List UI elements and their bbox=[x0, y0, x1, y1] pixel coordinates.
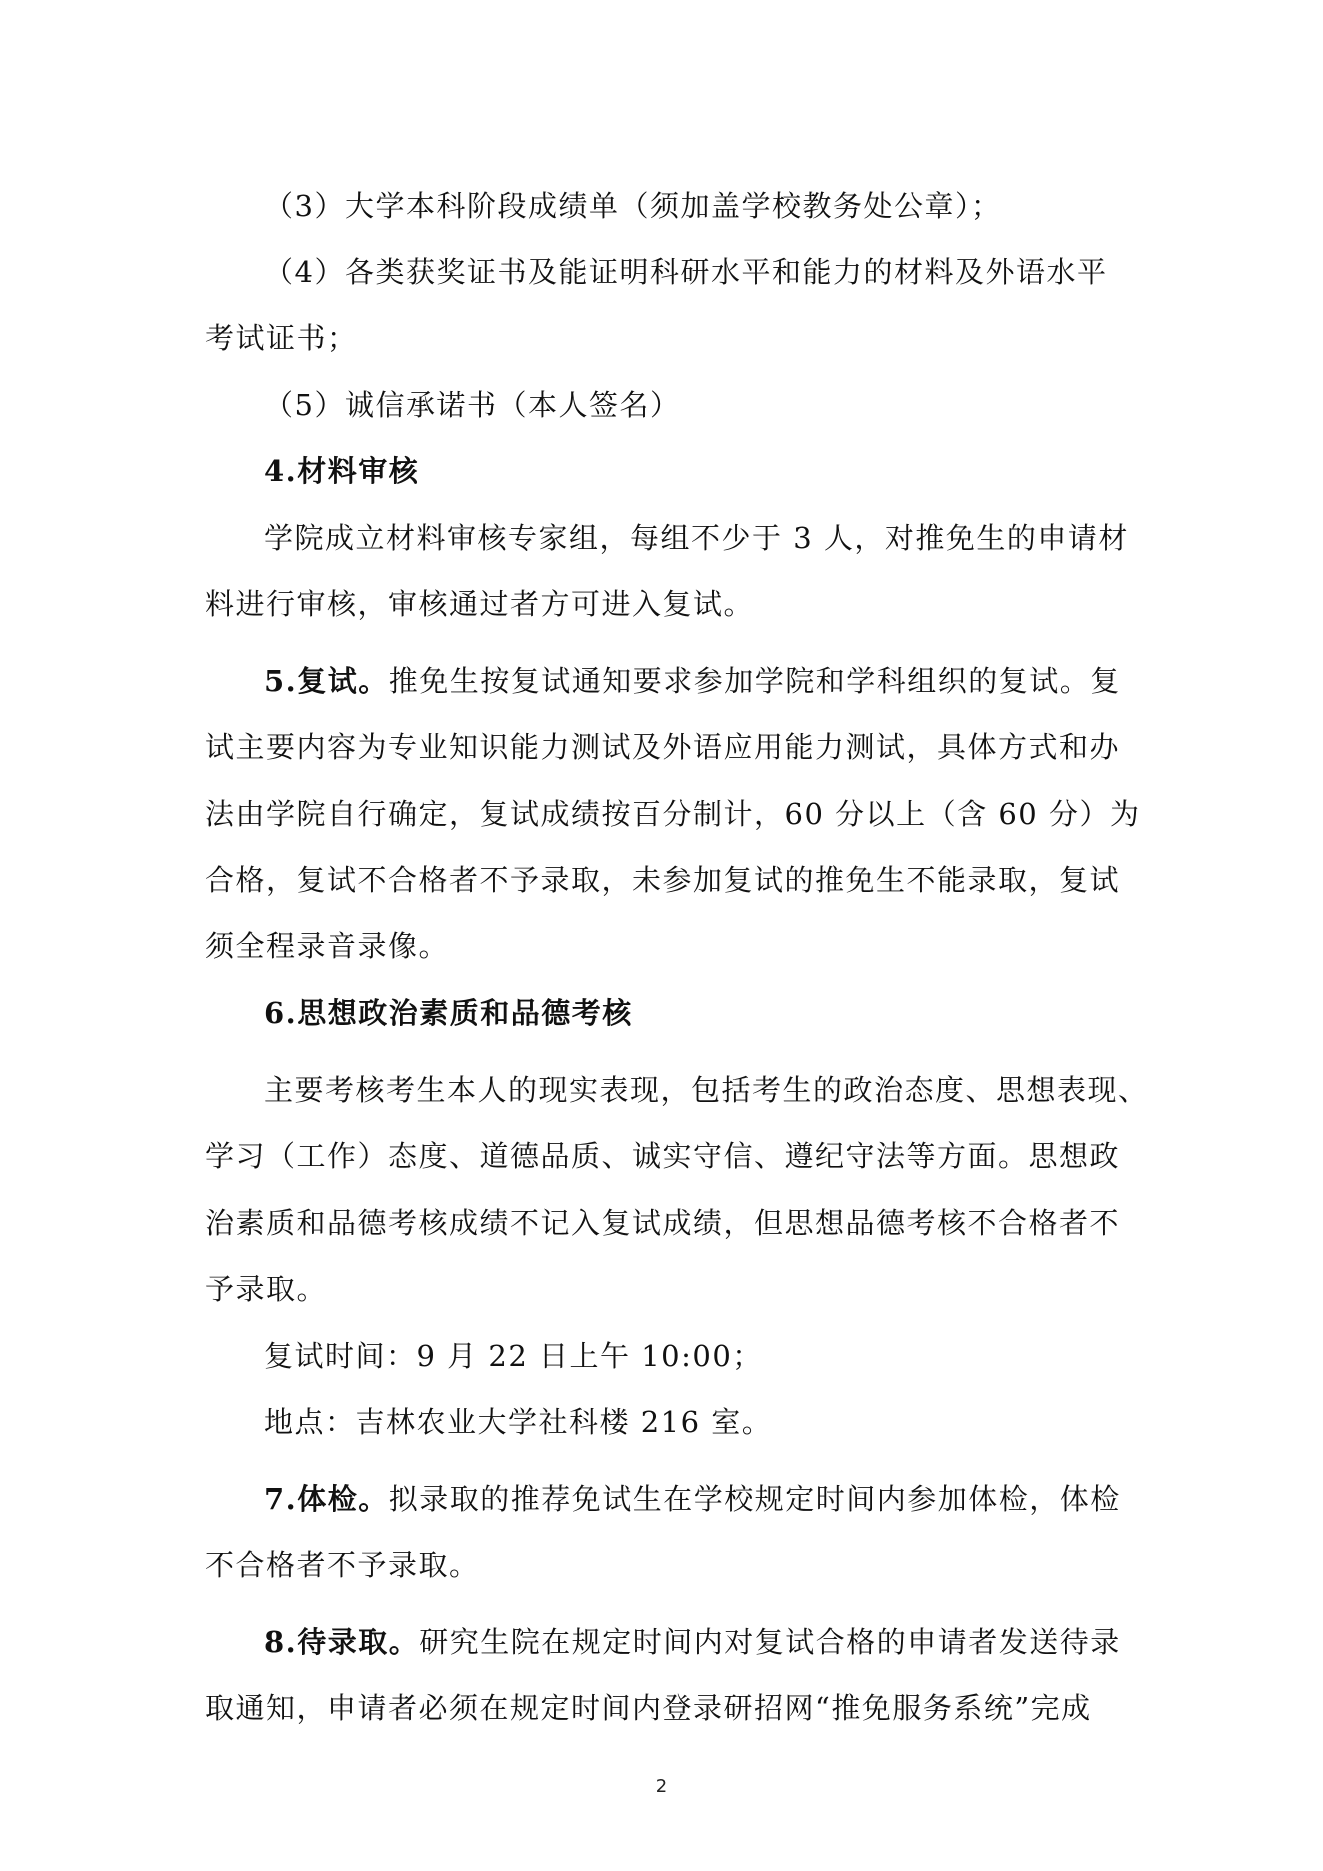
section-4-heading: 4.材料审核 bbox=[264, 454, 420, 488]
section-8-line1 bbox=[264, 1622, 1121, 1662]
section-7-line1 bbox=[264, 1479, 1121, 1519]
page-number: 2 bbox=[655, 1776, 668, 1797]
section-5-line4: 合格，复试不合格者不予录取，未参加复试的推免生不能录取，复试 bbox=[205, 863, 1121, 897]
section-8-line1-text: 研究生院在规定时间内对复试合格的申请者发送待录 bbox=[419, 1625, 1121, 1659]
section-6-heading: 6.思想政治素质和品德考核 bbox=[264, 996, 633, 1030]
section-6-paragraph-line4: 予录取。 bbox=[205, 1272, 328, 1306]
section-4-paragraph-line1: 学院成立材料审核专家组，每组不少于 3 人，对推免生的申请材 bbox=[264, 521, 1129, 555]
item-4-certificates-line1: （4）各类获奖证书及能证明科研水平和能力的材料及外语水平 bbox=[264, 255, 1108, 289]
section-7-line2: 不合格者不予录取。 bbox=[205, 1548, 480, 1582]
section-7-line1-text: 拟录取的推荐免试生在学校规定时间内参加体检，体检 bbox=[388, 1482, 1121, 1516]
section-4-paragraph-line2: 料进行审核，审核通过者方可进入复试。 bbox=[205, 587, 755, 621]
section-5-line5: 须全程录音录像。 bbox=[205, 929, 450, 963]
section-5-line1 bbox=[264, 661, 1121, 701]
section-8-label: 8.待录取。 bbox=[264, 1625, 420, 1659]
interview-time: 复试时间：9 月 22 日上午 10:00； bbox=[264, 1339, 763, 1373]
section-6-paragraph-line1: 主要考核考生本人的现实表现，包括考生的政治态度、思想表现、 bbox=[264, 1073, 1149, 1107]
section-5-line2: 试主要内容为专业知识能力测试及外语应用能力测试，具体方式和办 bbox=[205, 730, 1121, 764]
section-7-label: 7.体检。 bbox=[264, 1482, 389, 1516]
section-8-line2: 取通知，申请者必须在规定时间内登录研招网“推免服务系统”完成 bbox=[205, 1691, 1092, 1725]
item-3-transcript: （3）大学本科阶段成绩单（须加盖学校教务处公章）； bbox=[264, 189, 1002, 223]
section-6-paragraph-line2: 学习（工作）态度、道德品质、诚实守信、遵纪守法等方面。思想政 bbox=[205, 1139, 1121, 1173]
section-6-paragraph-line3: 治素质和品德考核成绩不记入复试成绩，但思想品德考核不合格者不 bbox=[205, 1206, 1121, 1240]
item-4-certificates-line2: 考试证书； bbox=[205, 321, 358, 355]
item-5-integrity-pledge: （5）诚信承诺书（本人签名） bbox=[264, 388, 681, 422]
section-5-line1-text: 推免生按复试通知要求参加学院和学科组织的复试。复 bbox=[388, 664, 1121, 698]
section-5-label: 5.复试。 bbox=[264, 664, 389, 698]
section-5-line3: 法由学院自行确定，复试成绩按百分制计，60 分以上（含 60 分）为 bbox=[205, 797, 1141, 831]
interview-location: 地点：吉林农业大学社科楼 216 室。 bbox=[264, 1405, 773, 1439]
